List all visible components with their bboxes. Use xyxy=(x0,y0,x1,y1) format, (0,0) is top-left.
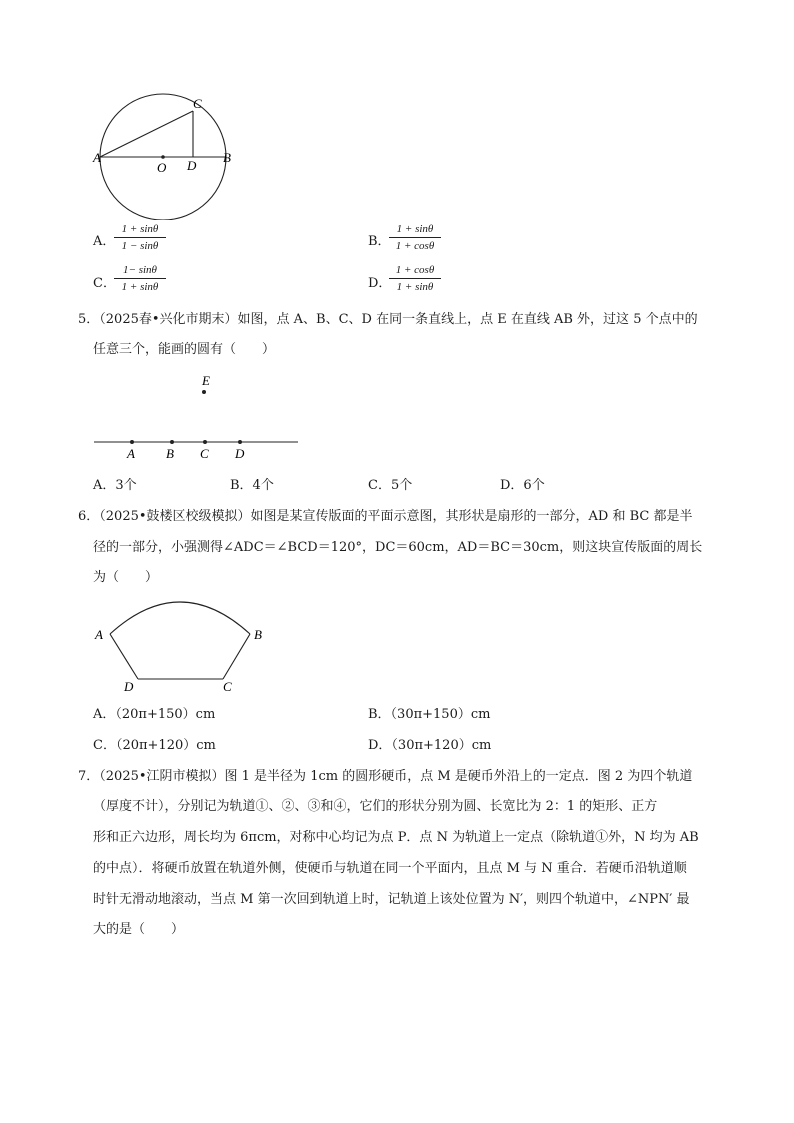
q4-option-a-fraction: $\frac{1 + \sin\theta}{1 - \sin\theta}$ xyxy=(114,224,166,252)
q4-option-a-letter: A． xyxy=(93,234,116,249)
q7-stem-line1: 7．（2025•江阴市模拟）图 1 是半径为 1cm 的圆形硬币，点 M 是硬币外沿上的一定点．图 2 为四个轨道 xyxy=(78,769,693,784)
q5-option-b: B．4个 xyxy=(230,478,274,493)
q5-option-c: C．5个 xyxy=(368,478,413,493)
q6-stem-line3: 为（ ） xyxy=(93,570,159,585)
line-points-figure xyxy=(90,368,305,463)
circle-figure xyxy=(90,90,250,220)
q6-option-a: A．（20π+150）cm xyxy=(93,707,216,722)
q5-stem-line2: 任意三个，能画的圆有（ ） xyxy=(93,342,276,357)
label-C: C xyxy=(193,96,202,111)
q6-option-b: B．（30π+150）cm xyxy=(368,707,491,722)
q4-option-b-letter: B． xyxy=(368,234,391,249)
q5-option-d: D．6个 xyxy=(500,478,545,493)
label-C: C xyxy=(200,446,209,461)
label-D: D xyxy=(235,446,245,461)
sector-board-figure xyxy=(90,590,275,695)
q5-option-a: A．3个 xyxy=(93,478,137,493)
label-O: O xyxy=(157,160,167,175)
q6-option-c: C．（20π+120）cm xyxy=(93,738,216,753)
label-A: A xyxy=(127,446,135,461)
q4-option-b-fraction: $\frac{1 + \sin\theta}{1 + \cos\theta}$ xyxy=(389,224,441,252)
q6-option-d: D．（30π+120）cm xyxy=(368,738,492,753)
q4-option-d-fraction: $\frac{1 + \cos\theta}{1 + \sin\theta}$ xyxy=(389,265,441,293)
q4-option-c-fraction: $\frac{1- \sin\theta}{1 + \sin\theta}$ xyxy=(114,265,166,293)
q7-stem-line6: 大的是（ ） xyxy=(93,922,185,937)
q7-stem-line2: （厚度不计），分别记为轨道①、②、③和④，它们的形状分别为圆、长宽比为 2：1 的矩形、正方 xyxy=(93,799,658,814)
label-B: B xyxy=(166,446,174,461)
q6-stem-line1: 6．（2025•鼓楼区校级模拟）如图是某宣传版面的平面示意图，其形状是扇形的一部分，AD 和 BC 都是半 xyxy=(78,509,693,524)
label-C: C xyxy=(223,679,232,694)
label-D: D xyxy=(187,158,197,173)
label-B: B xyxy=(254,627,262,642)
label-E: E xyxy=(202,373,210,388)
q7-stem-line3: 形和正六边形，周长均为 6πcm，对称中心均记为点 P．点 N 为轨道上一定点（除轨道①外，N 均为 AB xyxy=(93,830,699,845)
label-B: B xyxy=(223,150,231,165)
q4-option-c-letter: C． xyxy=(93,276,116,291)
q7-stem-line5: 时针无滑动地滚动，当点 M 第一次回到轨道上时，记轨道上该处位置为 N′，则四个轨道中，∠NPN′ 最 xyxy=(93,892,690,907)
label-A: A xyxy=(93,150,101,165)
q5-stem-line1: 5．（2025春•兴化市期末）如图，点 A、B、C、D 在同一条直线上，点 E 在直线 AB 外，过这 5 个点中的 xyxy=(78,312,698,327)
q6-stem-line2: 径的一部分，小强测得∠ADC＝∠BCD＝120°，DC＝60cm，AD＝BC＝30cm，则这块宣传版面的周长 xyxy=(93,540,703,555)
q4-option-d-letter: D． xyxy=(368,276,392,291)
label-A: A xyxy=(95,627,103,642)
label-D: D xyxy=(124,679,134,694)
q7-stem-line4: 的中点）．将硬币放置在轨道外侧，使硬币与轨道在同一个平面内，且点 M 与 N 重合．若硬币沿轨道顺 xyxy=(93,861,687,876)
